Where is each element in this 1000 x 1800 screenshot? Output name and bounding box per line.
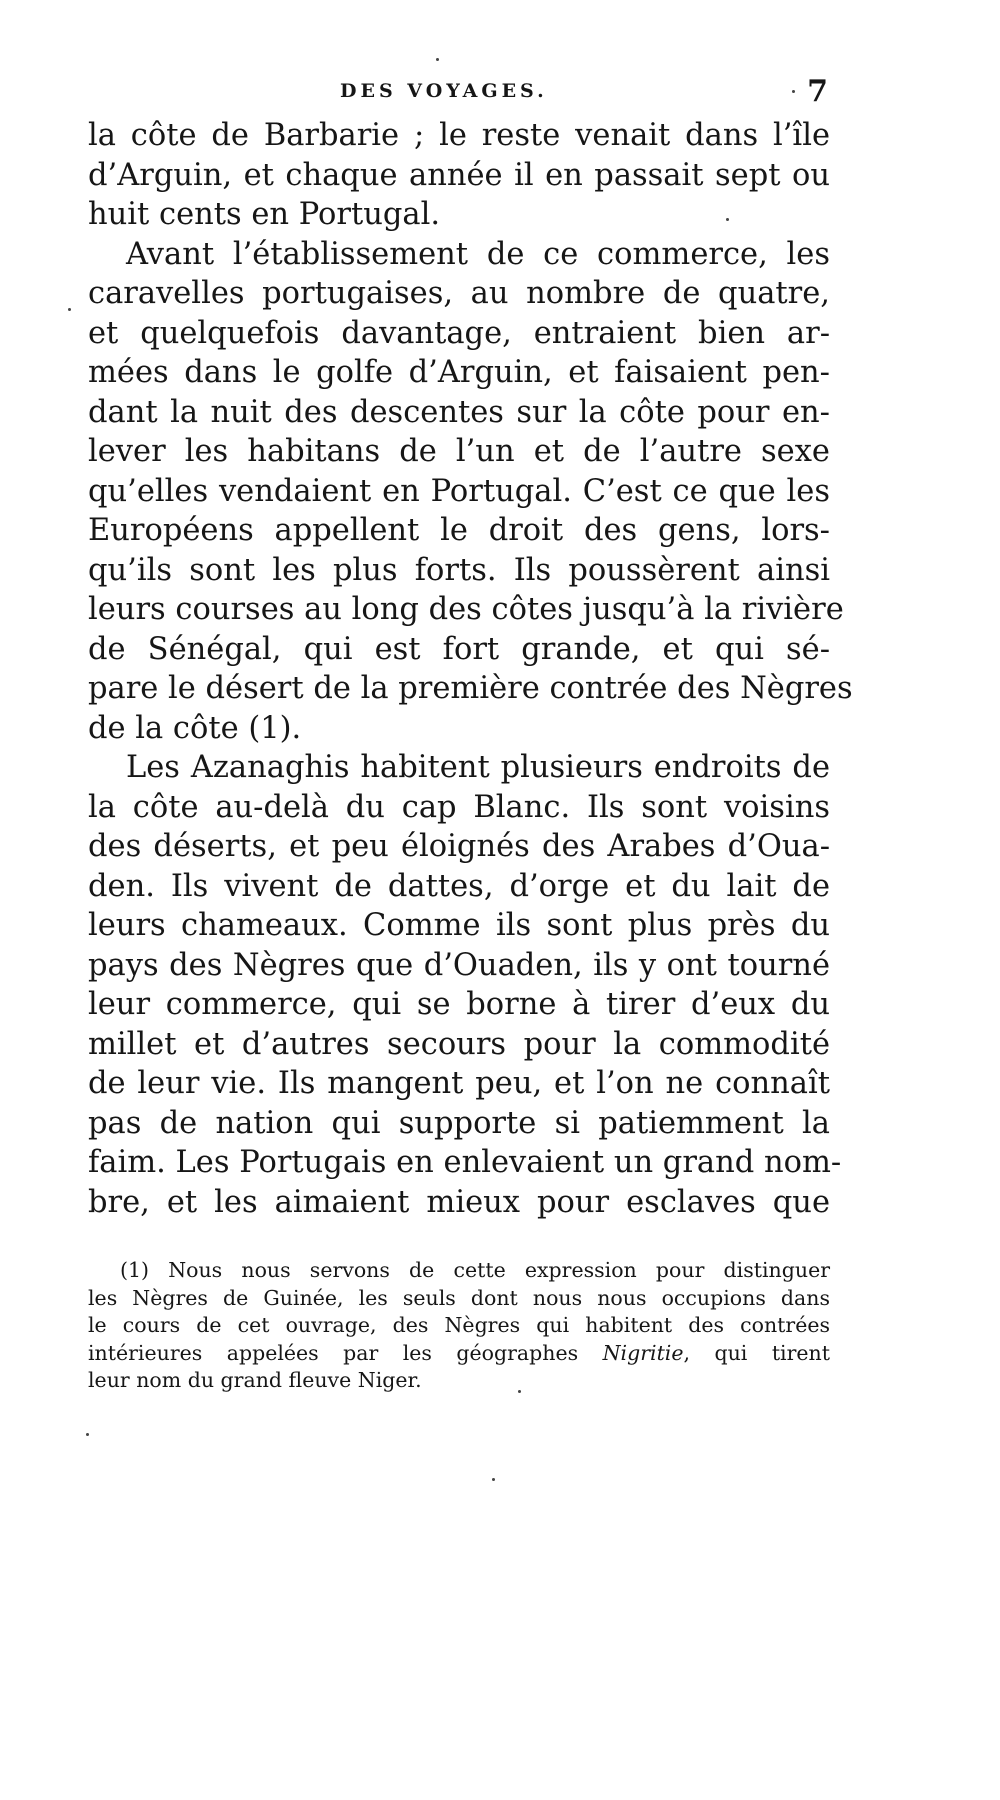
page-number: 7	[807, 74, 828, 109]
footnote-line: les Nègres de Guinée, les seuls dont nous nous occupions dans	[88, 1285, 830, 1310]
running-title: DES VOYAGES.	[340, 80, 548, 102]
footnote-line: (1) Nous nous servons de cette expression pour distinguer	[120, 1258, 830, 1282]
text-line: la côte de Barbarie ; le reste venait dans l’île	[88, 118, 830, 153]
text-line: caravelles portugaises, au nombre de quatre,	[88, 276, 830, 311]
body-text	[88, 116, 853, 1222]
text-line: qu’elles vendaient en Portugal. C’est ce que les	[88, 473, 830, 509]
footnote-line: le cours de cet ouvrage, des Nègres qui habitent des contrées	[88, 1313, 830, 1337]
text-line: leur commerce, qui se borne à tirer d’eux du	[88, 987, 830, 1022]
text-line: lever les habitans de l’un et de l’autre sexe	[88, 434, 830, 469]
print-speck	[492, 1478, 495, 1481]
text-line: dant la nuit des descentes sur la côte pour en-	[88, 394, 830, 430]
text-line: den. Ils vivent de dattes, d’orge et du lait de	[88, 868, 830, 904]
text-line: de la côte (1).	[88, 710, 302, 746]
print-speck	[86, 1433, 89, 1436]
text-line: leurs chameaux. Comme ils sont plus près du	[88, 908, 830, 943]
text-line: la côte au-delà du cap Blanc. Ils sont voisins	[88, 789, 830, 825]
footnote-line: leur nom du grand fleuve Niger.	[88, 1368, 422, 1392]
footnote-text: intérieures appelées par les géographes	[88, 1340, 603, 1365]
text-line: Européens appellent le droit des gens, lors-	[88, 513, 830, 548]
print-speck	[436, 58, 439, 61]
print-speck	[68, 308, 71, 311]
text-line: millet et d’autres secours pour la commodité	[88, 1026, 830, 1062]
text-line: qu’ils sont les plus forts. Ils poussèrent ainsi	[88, 552, 830, 588]
text-line: huit cents en Portugal.	[88, 197, 441, 232]
text-line: d’Arguin, et chaque année il en passait sept ou	[88, 157, 830, 193]
page-header	[88, 74, 830, 114]
print-speck	[518, 1390, 521, 1393]
text-line: pas de nation qui supporte si patiemment la	[88, 1105, 830, 1141]
paragraph-start-line: Les Azanaghis habitent plusieurs endroits de	[126, 750, 830, 785]
text-line: bre, et les aimaient mieux pour esclaves que	[88, 1184, 830, 1220]
footnote	[88, 1257, 830, 1395]
text-line: des déserts, et peu éloignés des Arabes d’Oua-	[88, 829, 830, 864]
paragraph-start-line: Avant l’établissement de ce commerce, les	[126, 236, 830, 272]
footnote-italic-term: Nigritie	[602, 1340, 684, 1365]
text-line: pare le désert de la première contrée des Nègres	[88, 671, 853, 706]
text-line: pays des Nègres que d’Ouaden, ils y ont tourné	[88, 947, 830, 983]
footnote-text: , qui tirent	[683, 1340, 830, 1365]
footnote-line	[88, 1340, 830, 1368]
text-line: et quelquefois davantage, entraient bien ar-	[88, 315, 830, 351]
print-speck	[726, 218, 729, 221]
text-line: de Sénégal, qui est fort grande, et qui sé-	[88, 631, 830, 667]
print-speck	[792, 90, 795, 93]
text-line: mées dans le golfe d’Arguin, et faisaient pen-	[88, 355, 830, 390]
text-line: leurs courses au long des côtes jusqu’à la rivière	[88, 592, 844, 627]
text-line: de leur vie. Ils mangent peu, et l’on ne connaît	[88, 1066, 830, 1101]
text-line: faim. Les Portugais en enlevaient un grand nom-	[88, 1145, 842, 1180]
